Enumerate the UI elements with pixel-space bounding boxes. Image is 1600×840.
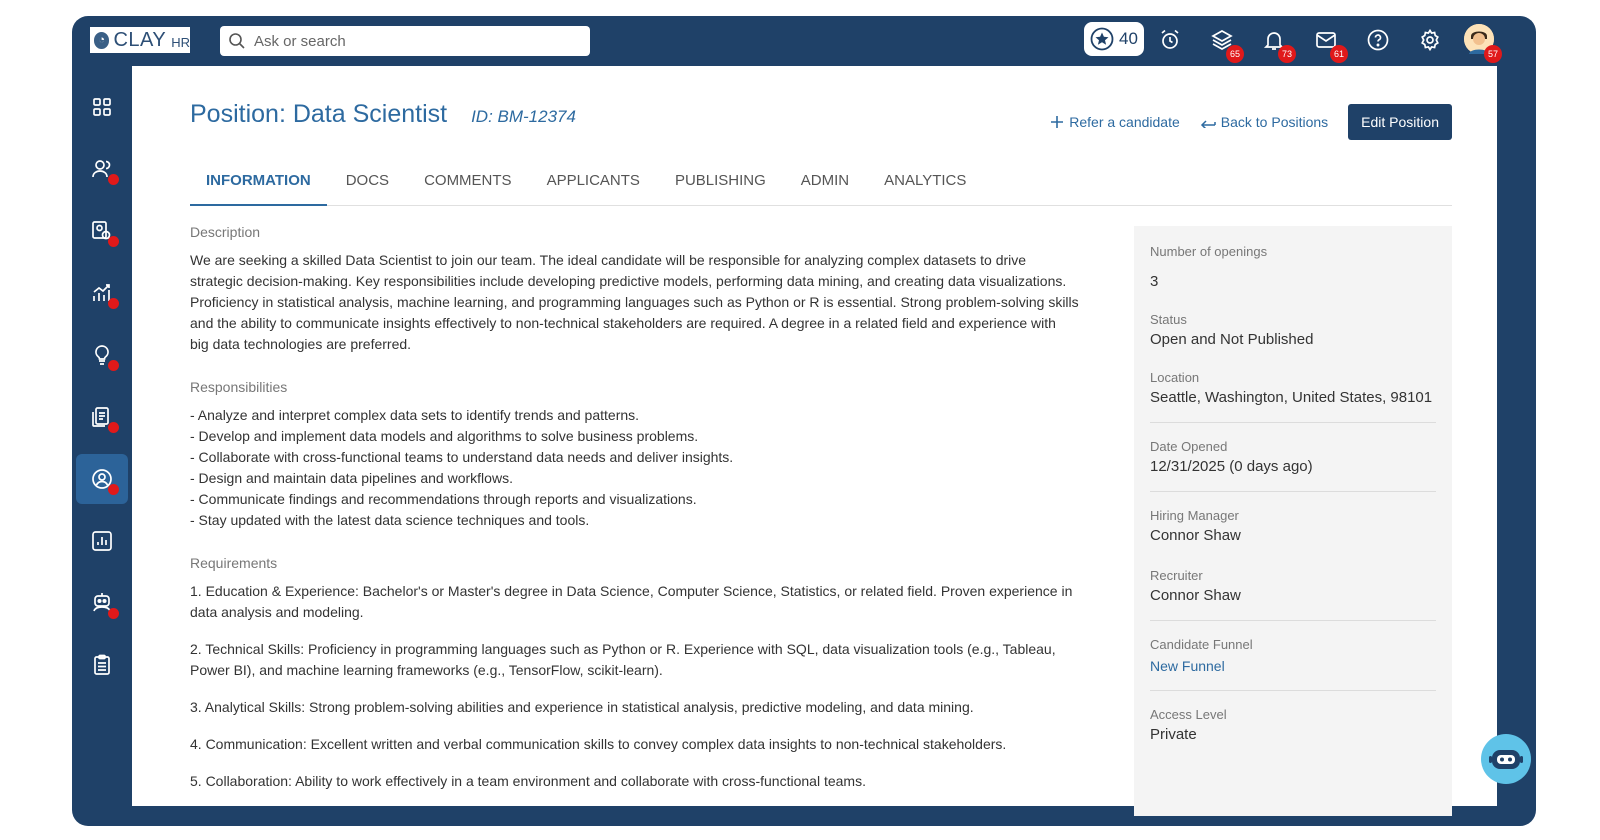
divider: [1150, 620, 1436, 621]
tab-applicants[interactable]: APPLICANTS: [546, 172, 640, 189]
responsibilities-label: Responsibilities: [190, 379, 288, 395]
back-arrow-icon: [1200, 116, 1216, 128]
recruiter-value: Connor Shaw: [1150, 587, 1241, 604]
settings-button[interactable]: [1416, 26, 1444, 54]
requirements-section: [190, 555, 1110, 792]
requirement-line: data analysis and modeling.: [190, 604, 364, 620]
header-actions: [1050, 104, 1452, 140]
openings-field: [1150, 244, 1436, 290]
recruiter-field: [1150, 568, 1436, 604]
alarm-clock-button[interactable]: [1156, 26, 1184, 54]
tab-analytics[interactable]: ANALYTICS: [884, 172, 967, 189]
candidate-funnel-field: [1150, 637, 1436, 674]
star-icon: [1090, 27, 1114, 51]
notifications-badge: 73: [1278, 45, 1296, 63]
openings-label: Number of openings: [1150, 244, 1268, 259]
notification-dot: [108, 174, 119, 185]
tab-comments[interactable]: COMMENTS: [424, 172, 512, 189]
points-count: 40: [1119, 29, 1138, 48]
sidebar-item-ideas[interactable]: [76, 330, 128, 380]
back-to-positions-link[interactable]: [1200, 114, 1328, 130]
tab-bar: [190, 162, 1452, 206]
learning-badge: 65: [1226, 45, 1244, 63]
requirement-line: 1. Education & Experience: Bachelor's or Master's degree in Data Science, Computer Science, Statistics, or related field. Proven experience in: [190, 583, 1073, 599]
tab-docs[interactable]: DOCS: [345, 172, 390, 189]
notification-dot: [108, 422, 119, 433]
status-label: Status: [1150, 312, 1187, 327]
location-field: [1150, 370, 1436, 406]
requirement-item: [190, 697, 1110, 718]
title-row: [190, 100, 576, 129]
requirement-line: 5. Collaboration: Ability to work effectively in a team environment and collaborate with cross-functional teams.: [190, 773, 866, 789]
page-title: Position: Data Scientist: [190, 100, 448, 128]
list-item: - Stay updated with the latest data science techniques and tools.: [190, 512, 590, 528]
description-line: Proficiency in statistical analysis, machine learning, and programming languages such as Python or R is essential. Strong problem-solving skills: [190, 294, 1079, 310]
requirement-item: [190, 639, 1110, 681]
notification-dot: [108, 484, 119, 495]
logo-mark-icon: ◔: [94, 32, 109, 49]
notification-dot: [108, 608, 119, 619]
status-field: [1150, 312, 1436, 348]
access-level-label: Access Level: [1150, 707, 1227, 722]
requirements-label: Requirements: [190, 555, 278, 571]
tab-information[interactable]: INFORMATION: [190, 162, 327, 206]
clayhr-logo[interactable]: [88, 25, 192, 55]
description-line: strategic decision-making. Key responsibilities include developing predictive models, performing data mining, and creating data visualizations.: [190, 273, 1067, 289]
avatar-badge: 57: [1484, 45, 1502, 63]
points-badge[interactable]: [1084, 22, 1144, 56]
requirement-item: [190, 734, 1110, 755]
sidebar-item-people[interactable]: [76, 144, 128, 194]
list-item: - Develop and implement data models and algorithms to solve business problems.: [190, 428, 699, 444]
search-bar[interactable]: [220, 26, 590, 56]
sidebar-item-documents[interactable]: [76, 392, 128, 442]
hiring-manager-label: Hiring Manager: [1150, 508, 1239, 523]
divider: [1150, 491, 1436, 492]
position-info-panel: [1134, 226, 1452, 816]
search-input[interactable]: [254, 33, 574, 50]
requirement-line: 2. Technical Skills: Proficiency in programming languages such as Python or R. Experience with SQL, data visualization tools (e.g., Tableau,: [190, 641, 1056, 657]
responsibilities-section: [190, 379, 1110, 531]
sidebar-item-dashboard[interactable]: [76, 82, 128, 132]
description-section: [190, 224, 1110, 355]
notification-dot: [108, 236, 119, 247]
top-bar: [72, 16, 1536, 68]
requirement-item: [190, 771, 1110, 792]
date-opened-field: [1150, 439, 1436, 475]
learning-button[interactable]: [1208, 26, 1240, 59]
sidebar-item-checklist[interactable]: [76, 640, 128, 690]
recruiter-label: Recruiter: [1150, 568, 1203, 583]
hiring-manager-field: [1150, 508, 1436, 544]
logo-text: CLAY: [113, 28, 167, 51]
robot-icon: [1489, 745, 1523, 773]
position-details: [190, 224, 1110, 816]
notification-dot: [108, 298, 119, 309]
hiring-manager-value: Connor Shaw: [1150, 527, 1241, 544]
location-label: Location: [1150, 370, 1200, 385]
sidebar: [72, 68, 132, 826]
description-line: and the ability to communicate insights effectively to non-technical stakeholders are required. A degree in a related field and experience with: [190, 315, 1056, 331]
refer-candidate-label: Refer a candidate: [1069, 114, 1180, 130]
requirement-line: 3. Analytical Skills: Strong problem-solving abilities and experience in statistical analysis, predictive modeling, and data mining.: [190, 699, 974, 715]
mail-button[interactable]: [1312, 26, 1344, 59]
position-id: ID: BM-12374: [471, 107, 576, 126]
candidate-funnel-link[interactable]: New Funnel: [1150, 658, 1225, 674]
list-item: - Collaborate with cross-functional teams to understand data needs and deliver insights.: [190, 449, 734, 465]
status-value: Open and Not Published: [1150, 331, 1314, 348]
refer-candidate-button[interactable]: [1050, 114, 1180, 130]
user-avatar[interactable]: [1464, 24, 1498, 59]
description-line: We are seeking a skilled Data Scientist to join our team. The ideal candidate will be responsible for analyzing complex datasets to drive: [190, 252, 1027, 268]
plus-icon: [1050, 115, 1064, 129]
dashboard-grid-icon: [91, 96, 113, 118]
list-item: - Analyze and interpret complex data sets to identify trends and patterns.: [190, 407, 640, 423]
alarm-clock-icon: [1158, 28, 1182, 52]
edit-position-button[interactable]: Edit Position: [1348, 104, 1452, 140]
requirement-item: [190, 581, 1110, 623]
mail-badge: 61: [1330, 45, 1348, 63]
sidebar-item-candidate-search[interactable]: [76, 206, 128, 256]
list-item: - Design and maintain data pipelines and workflows.: [190, 470, 513, 486]
main-content: [132, 66, 1497, 806]
logo-suffix: HR: [171, 35, 190, 50]
gear-icon: [1418, 28, 1442, 52]
access-level-field: [1150, 707, 1436, 743]
requirement-line: Power BI), and machine learning frameworks (e.g., TensorFlow, scikit-learn).: [190, 662, 663, 678]
tab-publishing[interactable]: PUBLISHING: [674, 172, 766, 189]
search-icon: [228, 32, 246, 50]
divider: [1150, 422, 1436, 423]
description-label: Description: [190, 224, 261, 240]
clipboard-icon: [90, 653, 114, 677]
sidebar-item-growth[interactable]: [76, 268, 128, 318]
sidebar-item-recruiting[interactable]: [76, 454, 128, 504]
date-opened-label: Date Opened: [1150, 439, 1228, 454]
date-opened-value: 12/31/2025 (0 days ago): [1150, 458, 1313, 475]
requirement-line: 4. Communication: Excellent written and verbal communication skills to convey complex data insights to non-technical stakeholders.: [190, 736, 1007, 752]
chatbot-button[interactable]: [1481, 734, 1531, 784]
notifications-button[interactable]: [1260, 26, 1292, 59]
sidebar-item-reports[interactable]: [76, 516, 128, 566]
location-value: Seattle, Washington, United States, 98101: [1150, 389, 1433, 406]
list-item: - Communicate findings and recommendations through reports and visualizations.: [190, 491, 697, 507]
back-to-positions-label: Back to Positions: [1220, 114, 1329, 130]
help-icon: [1366, 28, 1390, 52]
sidebar-item-team[interactable]: [76, 578, 128, 628]
openings-value: 3: [1150, 273, 1159, 290]
access-level-value: Private: [1150, 726, 1197, 743]
reports-chart-icon: [90, 529, 114, 553]
candidate-funnel-label: Candidate Funnel: [1150, 637, 1253, 652]
app-window: [72, 16, 1536, 826]
tab-admin[interactable]: ADMIN: [800, 172, 850, 189]
description-line: big data technologies are preferred.: [190, 336, 412, 352]
divider: [1150, 690, 1436, 691]
notification-dot: [108, 360, 119, 371]
help-button[interactable]: [1364, 26, 1392, 54]
